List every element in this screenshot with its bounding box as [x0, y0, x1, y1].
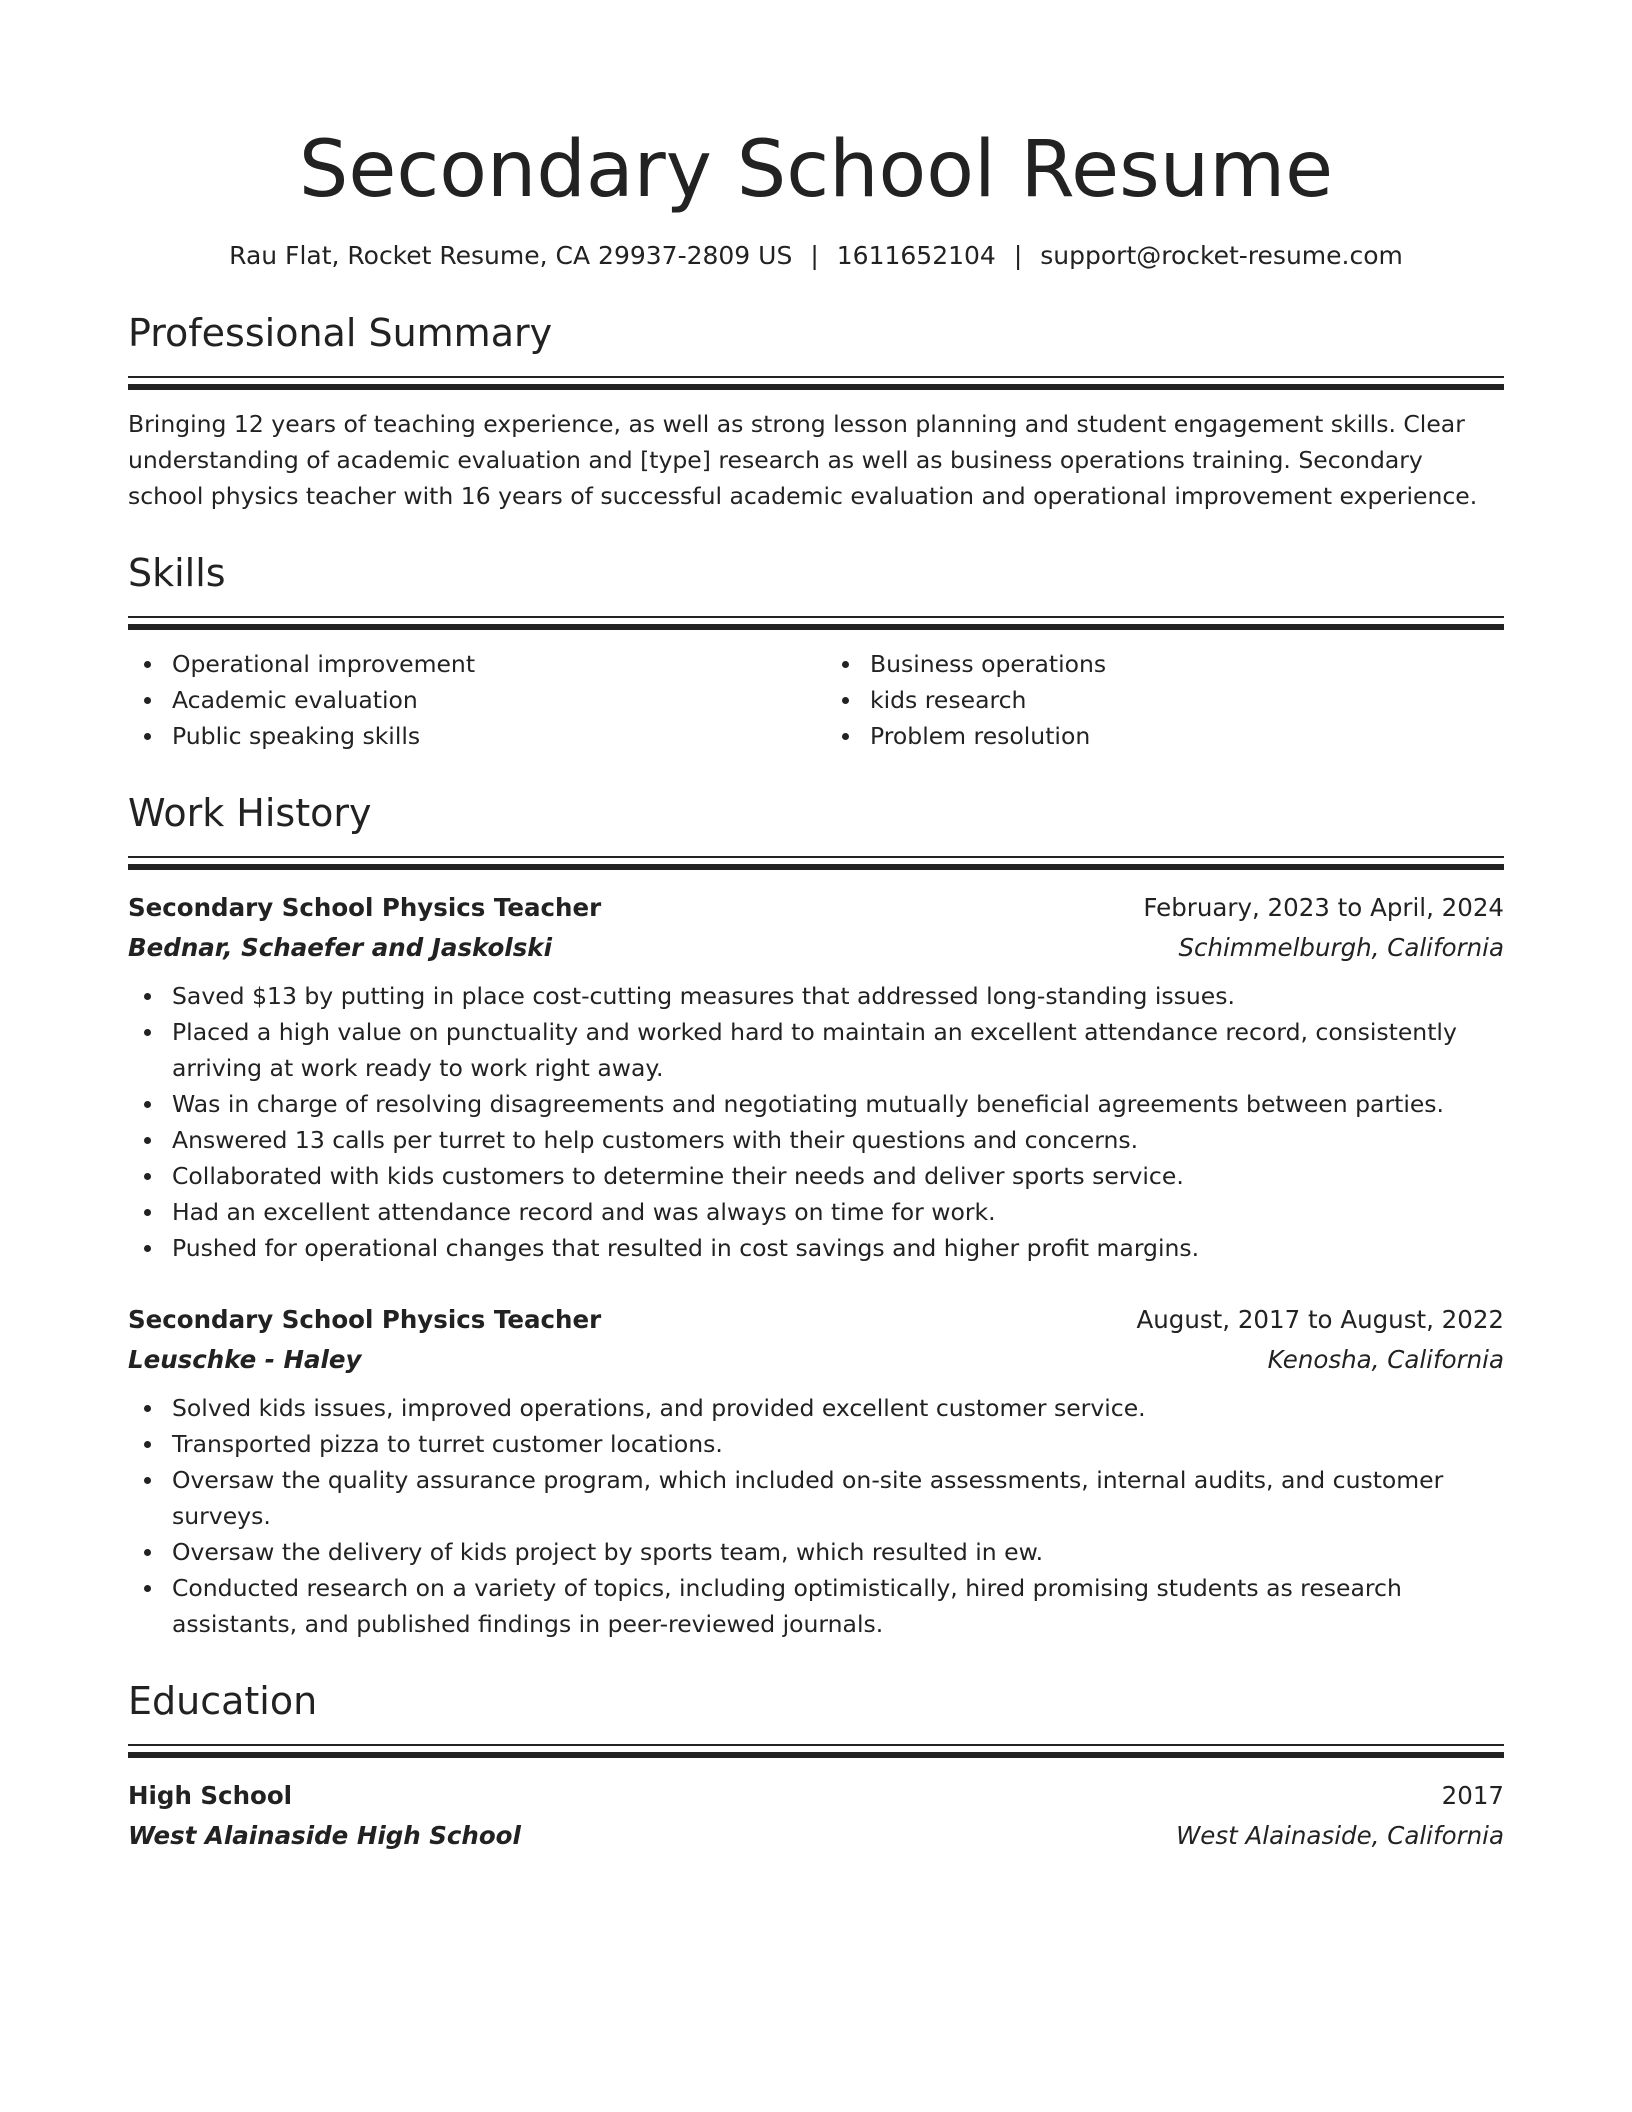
skill-item: Operational improvement — [172, 646, 806, 682]
contact-line — [128, 238, 1504, 274]
summary-section — [128, 308, 1504, 514]
job-header-row — [128, 1300, 1504, 1340]
job-bullet: Oversaw the delivery of kids project by sports team, which resulted in ew. — [172, 1534, 1504, 1570]
job-bullet: Had an excellent attendance record and was always on time for work. — [172, 1194, 1504, 1230]
job-title: Secondary School Physics Teacher — [128, 1305, 602, 1334]
job-entry — [128, 888, 1504, 1266]
skills-section — [128, 548, 1504, 754]
job-entry — [128, 1300, 1504, 1642]
job-company: Leuschke - Haley — [128, 1345, 362, 1374]
education-school-row — [128, 1816, 1504, 1856]
job-bullet: Conducted research on a variety of topics, including optimistically, hired promising students as research assistants, and published findings in peer-reviewed journals. — [172, 1570, 1504, 1642]
job-bullet: Saved $13 by putting in place cost-cutting measures that addressed long-standing issues. — [172, 978, 1504, 1014]
education-school: West Alainaside High School — [128, 1821, 521, 1850]
skill-item: Business operations — [870, 646, 1504, 682]
job-company-row — [128, 928, 1504, 968]
job-bullet: Placed a high value on punctuality and worked hard to maintain an excellent attendance record, consistently arriving at work ready to work right away. — [172, 1014, 1504, 1086]
job-bullet: Answered 13 calls per turret to help customers with their questions and concerns. — [172, 1122, 1504, 1158]
education-degree: High School — [128, 1781, 293, 1810]
resume-title: Secondary School Resume — [298, 125, 1334, 215]
skills-column-right — [826, 646, 1504, 754]
contact-separator: | — [1013, 241, 1023, 270]
job-header-row — [128, 888, 1504, 928]
section-divider — [128, 1744, 1504, 1758]
skills-column-left — [128, 646, 806, 754]
skills-list — [128, 646, 1504, 754]
education-entry — [128, 1776, 1504, 1856]
job-bullet: Oversaw the quality assurance program, which included on-site assessments, internal audits, and customer surveys. — [172, 1462, 1504, 1534]
skill-item: Public speaking skills — [172, 718, 806, 754]
section-divider — [128, 856, 1504, 870]
contact-email: support@rocket-resume.com — [1040, 241, 1403, 270]
contact-phone: 1611652104 — [836, 241, 996, 270]
job-company-row — [128, 1340, 1504, 1380]
work-history-section — [128, 788, 1504, 1642]
section-heading-skills: Skills — [128, 551, 226, 595]
skill-item: Problem resolution — [870, 718, 1504, 754]
section-divider — [128, 616, 1504, 630]
resume-page — [128, 120, 1504, 1856]
skill-item: kids research — [870, 682, 1504, 718]
job-bullets — [128, 978, 1504, 1266]
education-header-row — [128, 1776, 1504, 1816]
section-heading-education: Education — [128, 1679, 318, 1723]
education-section — [128, 1676, 1504, 1856]
job-dates: August, 2017 to August, 2022 — [1136, 1305, 1504, 1334]
job-bullet: Solved kids issues, improved operations, and provided excellent customer service. — [172, 1390, 1504, 1426]
education-year: 2017 — [1441, 1781, 1504, 1810]
job-bullet: Pushed for operational changes that resulted in cost savings and higher profit margins. — [172, 1230, 1504, 1266]
job-dates: February, 2023 to April, 2024 — [1143, 893, 1504, 922]
job-bullet: Was in charge of resolving disagreements and negotiating mutually beneficial agreements between parties. — [172, 1086, 1504, 1122]
job-company: Bednar, Schaefer and Jaskolski — [128, 933, 552, 962]
job-bullet: Collaborated with kids customers to determine their needs and deliver sports service. — [172, 1158, 1504, 1194]
job-bullets — [128, 1390, 1504, 1642]
job-location: Schimmelburgh, California — [1178, 933, 1504, 962]
summary-text: Bringing 12 years of teaching experience, as well as strong lesson planning and student engagement skills. Clear understanding of academic evaluation and [type] research as well as business operations training. Secondary school physics teacher with 16 years of successful academic evaluation and operational improvement experience. — [128, 410, 1478, 510]
contact-address: Rau Flat, Rocket Resume, CA 29937-2809 US — [229, 241, 793, 270]
job-bullet: Transported pizza to turret customer locations. — [172, 1426, 1504, 1462]
skill-item: Academic evaluation — [172, 682, 806, 718]
job-location: Kenosha, California — [1267, 1345, 1504, 1374]
section-divider — [128, 376, 1504, 390]
education-location: West Alainaside, California — [1176, 1821, 1504, 1850]
section-heading-work-history: Work History — [128, 791, 372, 835]
section-heading-summary: Professional Summary — [128, 311, 553, 355]
job-title: Secondary School Physics Teacher — [128, 893, 602, 922]
contact-separator: | — [810, 241, 819, 270]
